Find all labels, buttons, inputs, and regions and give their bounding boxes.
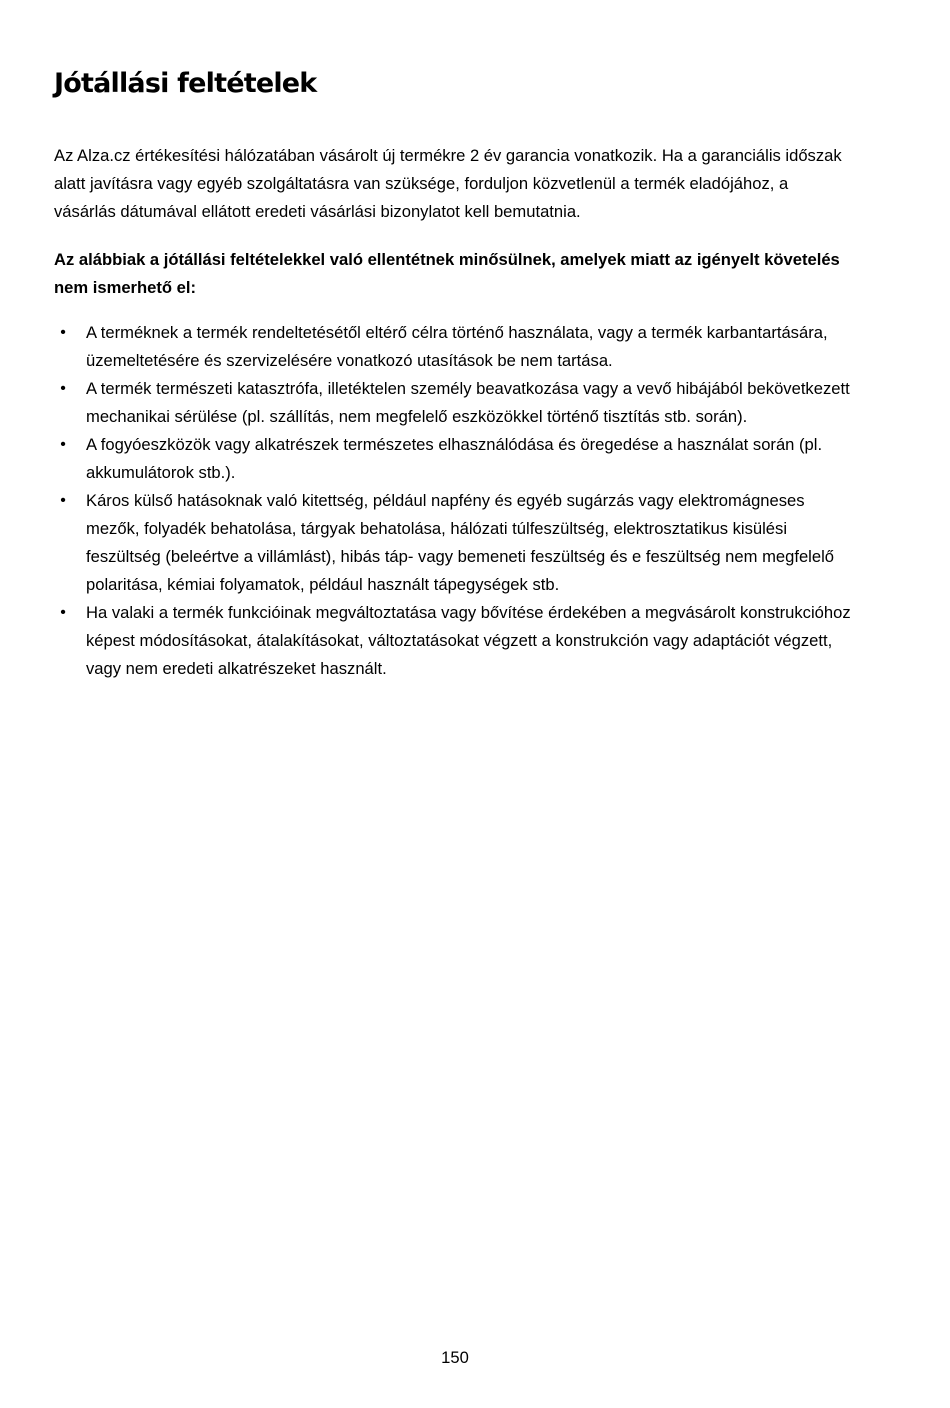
page-number: 150: [441, 1348, 469, 1367]
list-item-text: Káros külső hatásoknak való kitettség, például napfény és egyéb sugárzás vagy elektromágneses mezők, folyadék behatolása, tárgyak behatolása, hálózati túlfeszültség, elektrosztatikus kisülési feszültség (beleértve a villámlást), hibás táp- vagy bemeneti feszültség és e feszültség nem megfelelő polaritása, kémiai folyamatok, például használt tápegységek stb.: [86, 491, 835, 594]
list-item: [54, 487, 854, 599]
bullet-icon: •: [60, 324, 66, 341]
document-page: [54, 64, 854, 683]
list-item: [54, 319, 854, 375]
list-item: [54, 599, 854, 683]
bullet-icon: •: [60, 436, 66, 453]
bullet-icon: •: [60, 604, 66, 621]
list-item: [54, 375, 854, 431]
intro-paragraph: Az Alza.cz értékesítési hálózatában vásárolt új termékre 2 év garancia vonatkozik. Ha a garanciális időszak alatt javításra vagy egyéb szolgáltatásra van szüksége, forduljon közvetlenül a termék eladójához, a vásárlás dátumával ellátott eredeti vásárlási bizonylatot kell bemutatnia.: [54, 146, 842, 221]
list-item-text: Ha valaki a termék funkcióinak megváltoztatása vagy bővítése érdekében a megvásárolt konstrukcióhoz képest módosításokat, átalakításokat, változtatásokat végzett a konstrukción vagy adaptációt végzett, vagy nem eredeti alkatrészeket használt.: [86, 603, 851, 678]
bullet-icon: •: [60, 380, 66, 397]
list-item-text: A termék természeti katasztrófa, illetéktelen személy beavatkozása vagy a vevő hibájából bekövetkezett mechanikai sérülése (pl. szállítás, nem megfelelő eszközökkel történő tisztítás stb. során).: [86, 379, 850, 426]
list-item-text: A terméknek a termék rendeltetésétől eltérő célra történő használata, vagy a termék karbantartására, üzemeltetésére és szervizelésére vonatkozó utasítások be nem tartása.: [86, 323, 828, 370]
list-item: [54, 431, 854, 487]
conditions-list: [54, 319, 854, 683]
bullet-icon: •: [60, 492, 66, 509]
list-item-text: A fogyóeszközök vagy alkatrészek természetes elhasználódása és öregedése a használat során (pl. akkumulátorok stb.).: [86, 435, 823, 482]
lead-paragraph: Az alábbiak a jótállási feltételekkel való ellentétnek minősülnek, amelyek miatt az igényelt követelés nem ismerhető el:: [54, 250, 840, 297]
page-title: Jótállási feltételek: [54, 68, 317, 99]
